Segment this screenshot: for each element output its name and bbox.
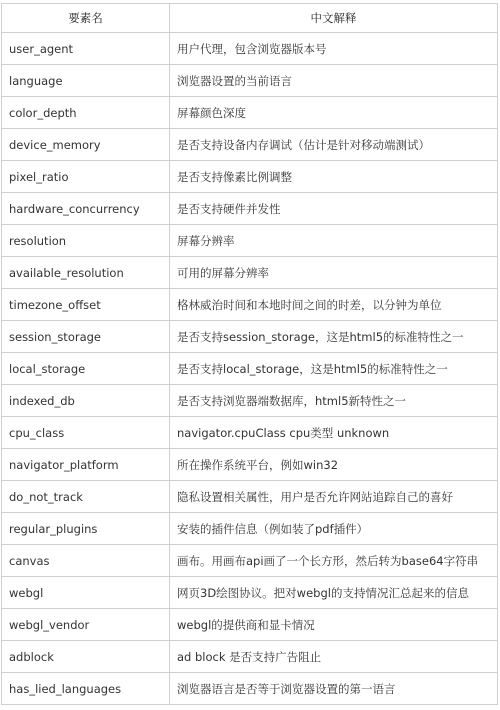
element-name-cell: has_lied_languages xyxy=(2,673,170,704)
explanation-cell: 用户代理，包含浏览器版本号 xyxy=(170,33,498,64)
table-row xyxy=(2,609,498,641)
explanation-cell: 屏幕颜色深度 xyxy=(170,97,498,128)
element-name-cell: color_depth xyxy=(2,97,170,128)
table-row xyxy=(2,97,498,129)
explanation-cell: 是否支持local_storage，这是html5的标准特性之一 xyxy=(170,353,498,384)
table-row xyxy=(2,33,498,65)
table-header-row xyxy=(2,4,498,33)
table-row xyxy=(2,577,498,609)
element-name-cell: device_memory xyxy=(2,129,170,160)
table-row xyxy=(2,225,498,257)
explanation-cell: webgl的提供商和显卡情况 xyxy=(170,609,498,640)
attributes-table xyxy=(1,3,498,705)
explanation-cell: 格林威治时间和本地时间之间的时差，以分钟为单位 xyxy=(170,289,498,320)
element-name-cell: pixel_ratio xyxy=(2,161,170,192)
explanation-cell: 安装的插件信息（例如装了pdf插件） xyxy=(170,513,498,544)
table-row xyxy=(2,417,498,449)
explanation-cell: navigator.cpuClass cpu类型 unknown xyxy=(170,417,498,448)
element-name-cell: cpu_class xyxy=(2,417,170,448)
table-row xyxy=(2,193,498,225)
explanation-cell: 所在操作系统平台，例如win32 xyxy=(170,449,498,480)
explanation-cell: 浏览器语言是否等于浏览器设置的第一语言 xyxy=(170,673,498,704)
header-chinese-explanation: 中文解释 xyxy=(170,4,498,32)
table-row xyxy=(2,385,498,417)
table-row xyxy=(2,257,498,289)
element-name-cell: navigator_platform xyxy=(2,449,170,480)
table-row xyxy=(2,449,498,481)
table-row xyxy=(2,481,498,513)
element-name-cell: adblock xyxy=(2,641,170,672)
explanation-cell: 屏幕分辨率 xyxy=(170,225,498,256)
table-row xyxy=(2,641,498,673)
element-name-cell: do_not_track xyxy=(2,481,170,512)
explanation-cell: 画布。用画布api画了一个长方形，然后转为base64字符串 xyxy=(170,545,498,576)
element-name-cell: canvas xyxy=(2,545,170,576)
explanation-cell: ad block 是否支持广告阻止 xyxy=(170,641,498,672)
table-row xyxy=(2,289,498,321)
explanation-cell: 网页3D绘图协议。把对webgl的支持情况汇总起来的信息 xyxy=(170,577,498,608)
table-row xyxy=(2,161,498,193)
header-element-name: 要素名 xyxy=(2,4,170,32)
element-name-cell: session_storage xyxy=(2,321,170,352)
table-row xyxy=(2,321,498,353)
explanation-cell: 隐私设置相关属性，用户是否允许网站追踪自己的喜好 xyxy=(170,481,498,512)
explanation-cell: 浏览器设置的当前语言 xyxy=(170,65,498,96)
element-name-cell: user_agent xyxy=(2,33,170,64)
explanation-cell: 是否支持硬件并发性 xyxy=(170,193,498,224)
element-name-cell: indexed_db xyxy=(2,385,170,416)
element-name-cell: available_resolution xyxy=(2,257,170,288)
table-row xyxy=(2,65,498,97)
element-name-cell: local_storage xyxy=(2,353,170,384)
element-name-cell: regular_plugins xyxy=(2,513,170,544)
element-name-cell: timezone_offset xyxy=(2,289,170,320)
element-name-cell: webgl_vendor xyxy=(2,609,170,640)
table-row xyxy=(2,673,498,705)
explanation-cell: 是否支持session_storage，这是html5的标准特性之一 xyxy=(170,321,498,352)
table-row xyxy=(2,545,498,577)
explanation-cell: 是否支持浏览器端数据库，html5新特性之一 xyxy=(170,385,498,416)
element-name-cell: language xyxy=(2,65,170,96)
table-row xyxy=(2,129,498,161)
table-row xyxy=(2,353,498,385)
explanation-cell: 是否支持像素比例调整 xyxy=(170,161,498,192)
table-row xyxy=(2,513,498,545)
explanation-cell: 可用的屏幕分辨率 xyxy=(170,257,498,288)
element-name-cell: webgl xyxy=(2,577,170,608)
explanation-cell: 是否支持设备内存调试（估计是针对移动端测试） xyxy=(170,129,498,160)
element-name-cell: hardware_concurrency xyxy=(2,193,170,224)
element-name-cell: resolution xyxy=(2,225,170,256)
